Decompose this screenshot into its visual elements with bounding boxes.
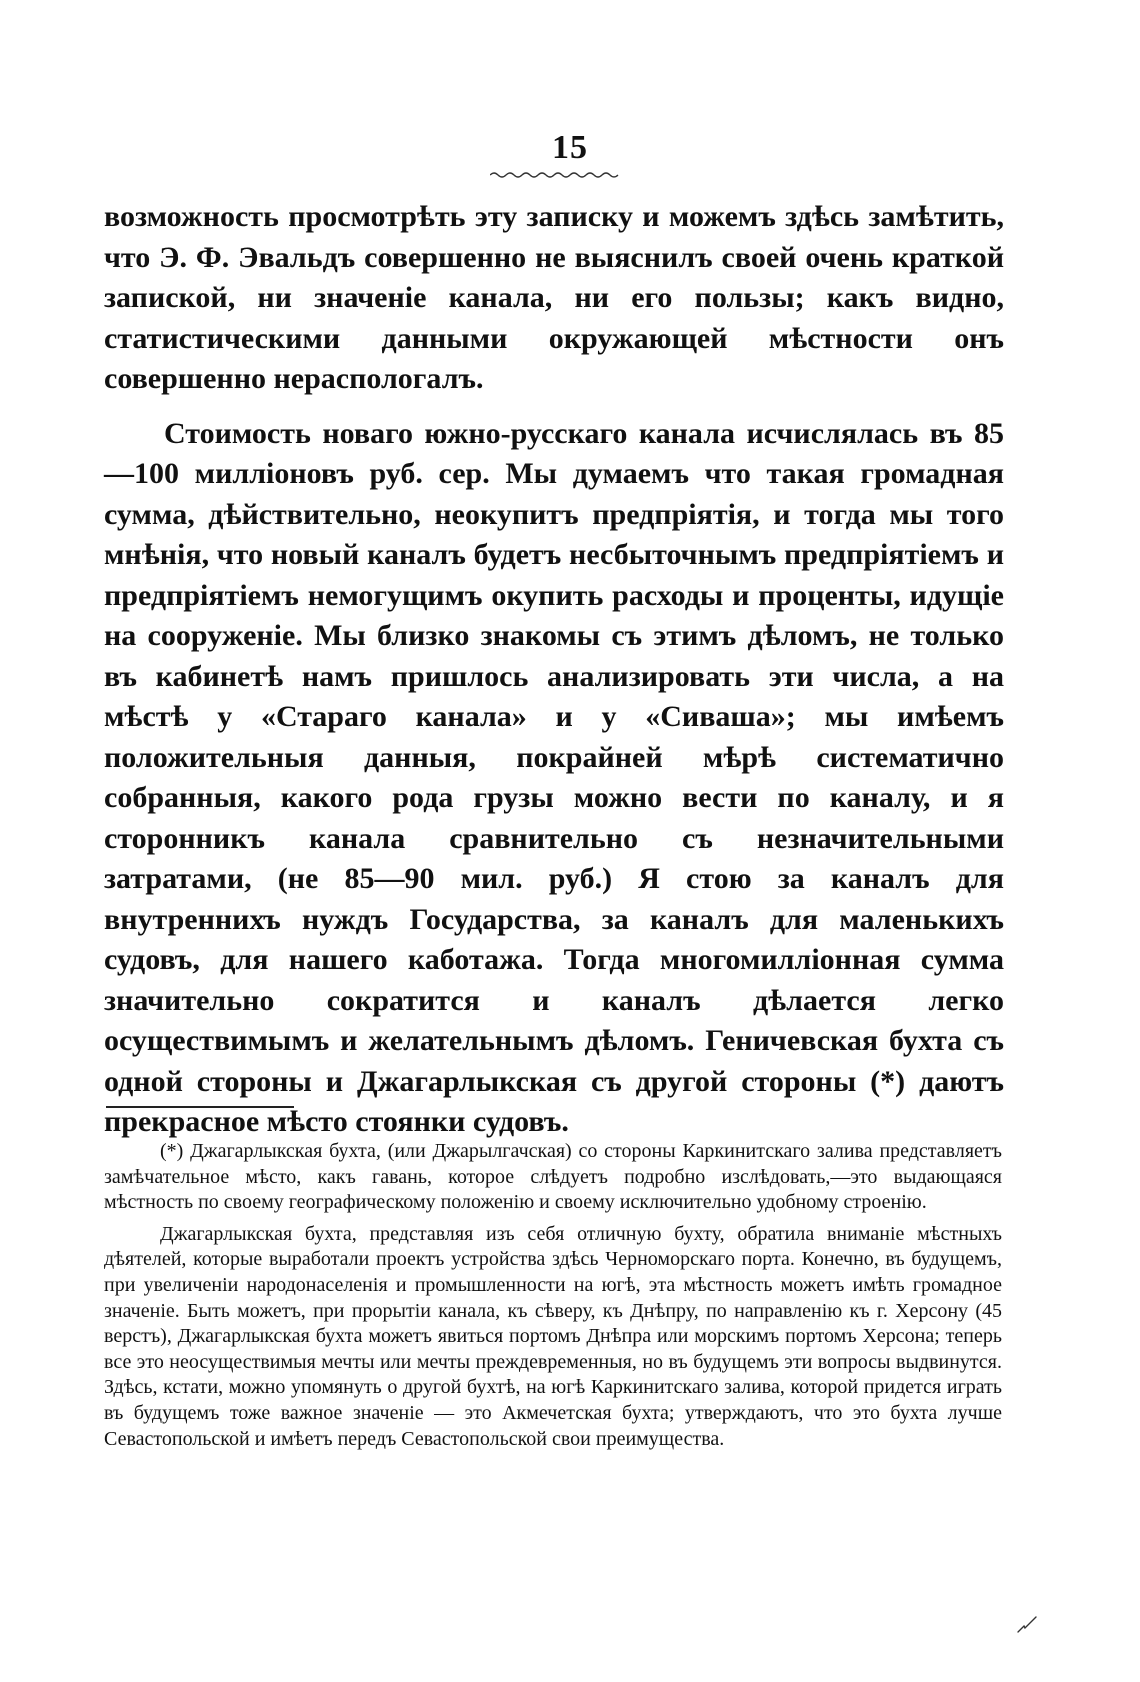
- footnote-divider: [106, 1106, 294, 1108]
- footnotes: [104, 1139, 1002, 1452]
- footnote-paragraph: Джагарлыкская бухта, представляя изъ себя отличную бухту, обратила вниманіе мѣстныхъ дѣятелей, которые выработали проектъ устройства здѣсь Черноморскаго порта. Конечно, въ будущемъ, при увеличеніи народонаселенія и промышленности на югѣ, эта мѣстность можетъ имѣть громадное значеніе. Быть можетъ, при прорытіи канала, къ сѣверу, къ Днѣпру, по направленію къ г. Херсону (45 верстъ), Джагарлыкская бухта можетъ явиться портомъ Днѣпра или морскимъ портомъ Херсона; теперь все это неосуществимыя мечты или мечты преждевременныя, но въ будущемъ эти вопросы выдвинутся. Здѣсь, кстати, можно упомянуть о другой бухтѣ, на югѣ Каркинитскаго залива, которой придется играть въ будущемъ тоже важное значеніе — это Акмечетская бухта; утверждаютъ, что это бухта лучше Севастопольской и имѣетъ передъ Севастопольской свои преимущества.: [104, 1222, 1002, 1450]
- body-paragraph: возможность просмотрѣть эту записку и можемъ здѣсь замѣтить, что Э. Ф. Эвальдъ совершенно не выяснилъ своей очень краткой запиской, ни значеніе канала, ни его пользы; какъ видно, статистическими данными окружающей мѣстности онъ совершенно нераспологалъ.: [104, 200, 1004, 395]
- body-paragraph: Стоимость новаго южно-русскаго канала исчислялась въ 85—100 милліоновъ руб. сер. Мы думаемъ что такая громадная сумма, дѣйствительно, неокупитъ предпріятія, и тогда мы того мнѣнія, что новый каналъ будетъ несбыточнымъ предпріятіемъ и предпріятіемъ немогущимъ окупить расходы и проценты, идущіе на сооруженіе. Мы близко знакомы съ этимъ дѣломъ, не только въ кабинетѣ намъ пришлось анализировать эти числа, а на мѣстѣ у «Стараго канала» и у «Сиваша»; мы имѣемъ положительныя данныя, покрайней мѣрѣ систематично собранныя, какого рода грузы можно вести по каналу, и я сторонникъ канала сравнительно съ незначительными затратами, (не 85—90 мил. руб.) Я стою за каналъ для внутреннихъ нуждъ Государства, за каналъ для маленькихъ судовъ, для нашего каботажа. Тогда многомилліонная сумма значительно сократится и каналъ дѣлается легко осуществимымъ и желательнымъ дѣломъ. Геничевская бухта съ одной стороны и Джагарлыкская съ другой стороны (*) даютъ прекрасное мѣсто стоянки судовъ.: [104, 416, 1004, 1138]
- page-number: 15: [552, 129, 588, 166]
- main-text: [104, 197, 1004, 1143]
- wavy-rule-ornament: [490, 170, 620, 180]
- footnote-paragraph: (*) Джагарлыкская бухта, (или Джарылгачская) со стороны Каркинитскаго залива представляетъ замѣчательное мѣсто, какъ гавань, которое слѣдуетъ подробно изслѣдовать,—это выдающаяся мѣстность по своему географическому положенію и своему исключительно удобному строенію.: [104, 1140, 1002, 1214]
- pen-mark-icon: [1016, 1614, 1038, 1634]
